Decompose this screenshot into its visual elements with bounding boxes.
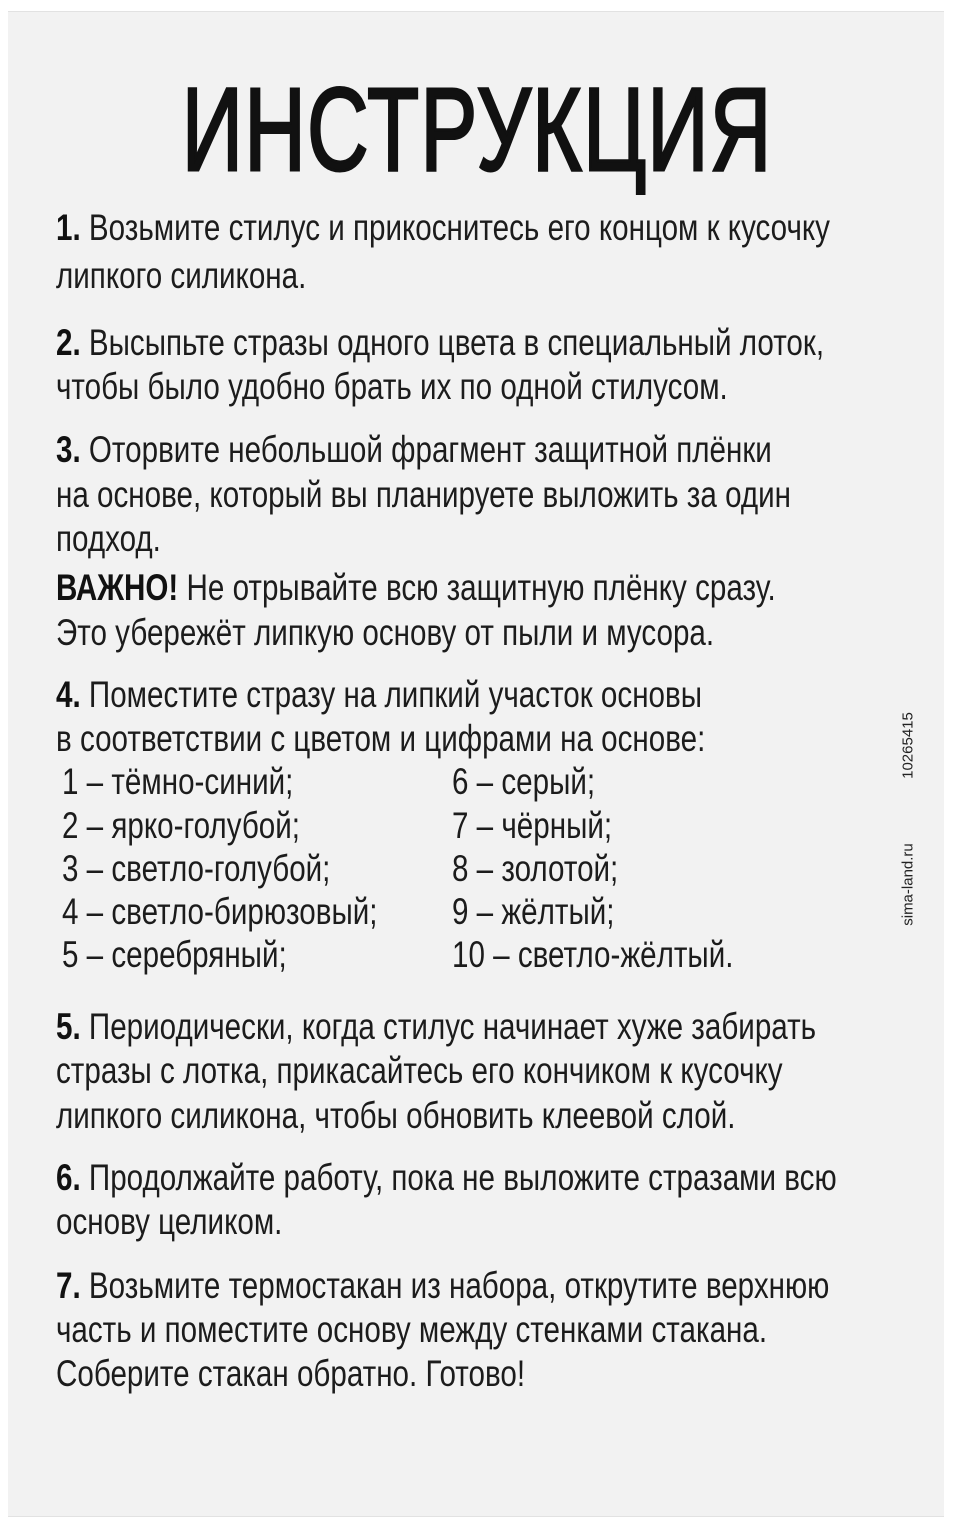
step-text: основу целиком. [56,1201,283,1242]
step-2-line-1 [56,321,824,365]
color-item-7: 7 – чёрный; [452,805,613,846]
color-item-4: 4 – светло-бирюзовый; [62,891,378,932]
step-number: 4. [56,674,81,715]
step-text: Поместите стразу на липкий участок основы [88,674,703,715]
title-text: ИНСТРУКЦИЯ [181,64,773,196]
important-note-line-2 [56,611,714,655]
step-number: 5. [56,1006,81,1047]
step-4-line-2 [56,717,705,761]
step-number: 1. [56,207,81,248]
page-title [0,64,954,196]
step-number: 2. [56,322,81,363]
step-number: 3. [56,429,81,470]
step-text: подход. [56,518,161,559]
color-item-3: 3 – светло-голубой; [62,848,331,889]
color-item-1: 1 – тёмно-синий; [62,761,294,802]
step-number: 7. [56,1265,81,1306]
step-text: Возьмите стилус и прикоснитесь его концом к кусочку [88,207,830,248]
step-5-line-1 [56,1005,816,1049]
step-3-line-2 [56,473,791,517]
article-number: 10265415 [899,712,917,779]
website-text: sima-land.ru [899,843,917,926]
important-note-line-1 [56,566,776,610]
step-text: Продолжайте работу, пока не выложите стразами всю [88,1157,837,1198]
color-item-9: 9 – жёлтый; [452,891,615,932]
step-text: стразы с лотка, прикасайтесь его кончиком к кусочку [56,1050,783,1091]
step-7-line-2 [56,1308,767,1352]
step-4-line-1 [56,673,702,717]
color-item-2: 2 – ярко-голубой; [62,805,300,846]
note-text: Это убережёт липкую основу от пыли и мусора. [56,612,715,653]
step-7-line-3 [56,1352,525,1396]
step-5-line-2 [56,1049,783,1093]
color-item-6: 6 – серый; [452,761,596,802]
step-1-line-1 [56,206,830,250]
step-text: Периодически, когда стилус начинает хуже забирать [88,1006,817,1047]
step-5-line-3 [56,1094,736,1138]
step-text: Оторвите небольшой фрагмент защитной плёнки [88,429,772,470]
step-text: липкого силикона, чтобы обновить клеевой слой. [56,1095,736,1136]
step-6-line-2 [56,1200,282,1244]
step-text: Возьмите термостакан из набора, открутите верхнюю [88,1265,830,1306]
step-text: на основе, который вы планируете выложить за один [56,474,792,515]
step-7-line-1 [56,1264,829,1308]
step-text: чтобы было удобно брать их по одной стилусом. [56,366,728,407]
step-1-line-2 [56,254,306,298]
step-3-line-1 [56,428,772,472]
step-6-line-1 [56,1156,837,1200]
step-text: Соберите стакан обратно. Готово! [56,1353,526,1394]
step-number: 6. [56,1157,81,1198]
step-text: в соответствии с цветом и цифрами на основе: [56,718,706,759]
step-text: липкого силикона. [56,255,307,296]
note-text: Не отрывайте всю защитную плёнку сразу. [186,567,776,608]
important-label: ВАЖНО! [56,567,179,608]
step-text: часть и поместите основу между стенками стакана. [56,1309,768,1350]
step-3-line-3 [56,517,161,561]
color-item-5: 5 – серебряный; [62,934,287,975]
step-2-line-2 [56,365,728,409]
step-text: Высыпьте стразы одного цвета в специальный лоток, [88,322,825,363]
color-item-10: 10 – светло-жёлтый. [452,934,734,975]
color-item-8: 8 – золотой; [452,848,619,889]
